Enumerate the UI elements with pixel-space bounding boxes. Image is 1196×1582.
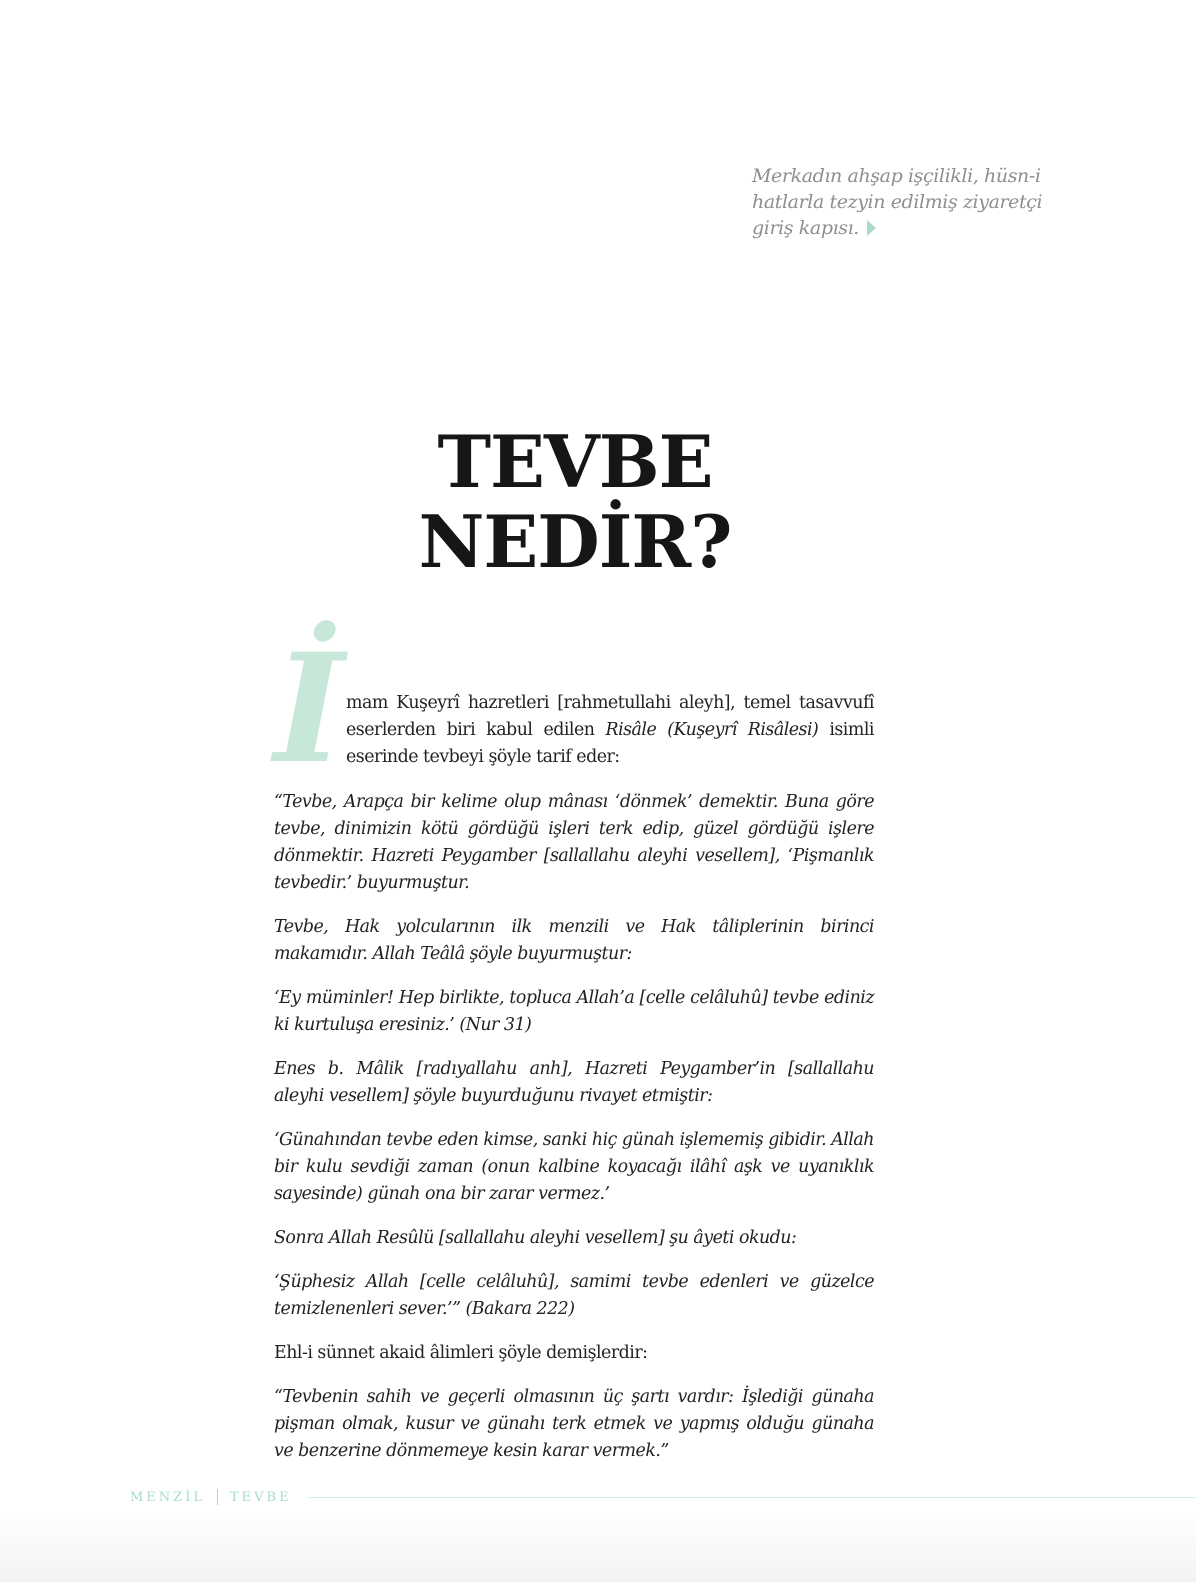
photo-caption	[752, 163, 1052, 241]
paragraph-ahl-sunnah: Ehl-i sünnet akaid âlimleri şöyle demişlerdir:	[274, 1343, 648, 1363]
footer-separator	[217, 1489, 218, 1505]
footer-section-name: TEVBE	[229, 1489, 292, 1505]
page-footer	[130, 1489, 292, 1505]
page-bottom-shade	[0, 1512, 1196, 1582]
title-line-2: NEDİR?	[418, 499, 732, 584]
caption-text: Merkadın ahşap işçilikli, hüsn-i hatlarla tezyin edilmiş ziyaretçi giriş kapısı.	[752, 165, 1043, 239]
paragraph-first-station: Tevbe, Hak yolcularının ilk menzili ve Hak tâliplerinin birinci makamıdır. Allah Teâlâ şöyle buyurmuştur:	[274, 917, 874, 964]
paragraph-verse-bakara: ‘Şüphesiz Allah [celle celâluhû], samimi tevbe edenleri ve güzelce temizlenenleri sever.’” (Bakara 222)	[274, 1272, 874, 1319]
article-body	[274, 621, 874, 1482]
book-title: Risâle (Kuşeyrî Risâlesi)	[605, 720, 819, 740]
drop-cap: İ	[274, 621, 344, 797]
footer-rule	[308, 1497, 1196, 1498]
paragraph-hadith: ‘Günahından tevbe eden kimse, sanki hiç günah işlememiş gibidir. Allah bir kulu sevdiği zaman (onun kalbine koyacağı ilâhî aşk ve uyanıklık sayesinde) günah ona bir zarar vermez.’	[274, 1130, 874, 1204]
paragraph-three-conditions: “Tevbenin sahih ve geçerli olmasının üç şartı vardır: İşlediği günaha pişman olmak, kusur ve günahı terk etmek ve yapmış olduğu günaha ve benzerine dönmemeye kesin karar vermek.”	[274, 1387, 874, 1461]
paragraph-verse-nur: ‘Ey müminler! Hep birlikte, topluca Allah’a [celle celâluhû] tevbe ediniz ki kurtuluşa eresiniz.’ (Nur 31)	[274, 988, 874, 1035]
triangle-right-icon	[867, 220, 876, 236]
paragraph-quote-definition: “Tevbe, Arapça bir kelime olup mânası ‘dönmek’ demektir. Buna göre tevbe, dinimizin kötü gördüğü işleri terk edip, güzel gördüğü işlere dönmektir. Hazreti Peygamber [sallallahu aleyhi vesellem], ‘Pişmanlık tevbedir.’ buyurmuştur.	[274, 792, 874, 893]
article-title	[0, 419, 1150, 584]
paragraph-then-recited: Sonra Allah Resûlü [sallallahu aleyhi vesellem] şu âyeti okudu:	[274, 1228, 797, 1248]
lead-text-after: isimli eserinde tevbeyi şöyle tarif eder:	[346, 720, 874, 767]
footer-magazine-name: MENZİL	[130, 1489, 205, 1505]
lead-paragraph	[274, 621, 874, 797]
lead-text-before: mam Kuşeyrî hazretleri [rahmetullahi aleyh], temel tasavvufî eserlerden biri kabul edilen	[346, 693, 874, 740]
paragraph-enes-narration: Enes b. Mâlik [radıyallahu anh], Hazreti Peygamber’in [sallallahu aleyhi vesellem] şöyle buyurduğunu rivayet etmiştir:	[274, 1059, 874, 1106]
title-line-1: TEVBE	[437, 419, 713, 504]
